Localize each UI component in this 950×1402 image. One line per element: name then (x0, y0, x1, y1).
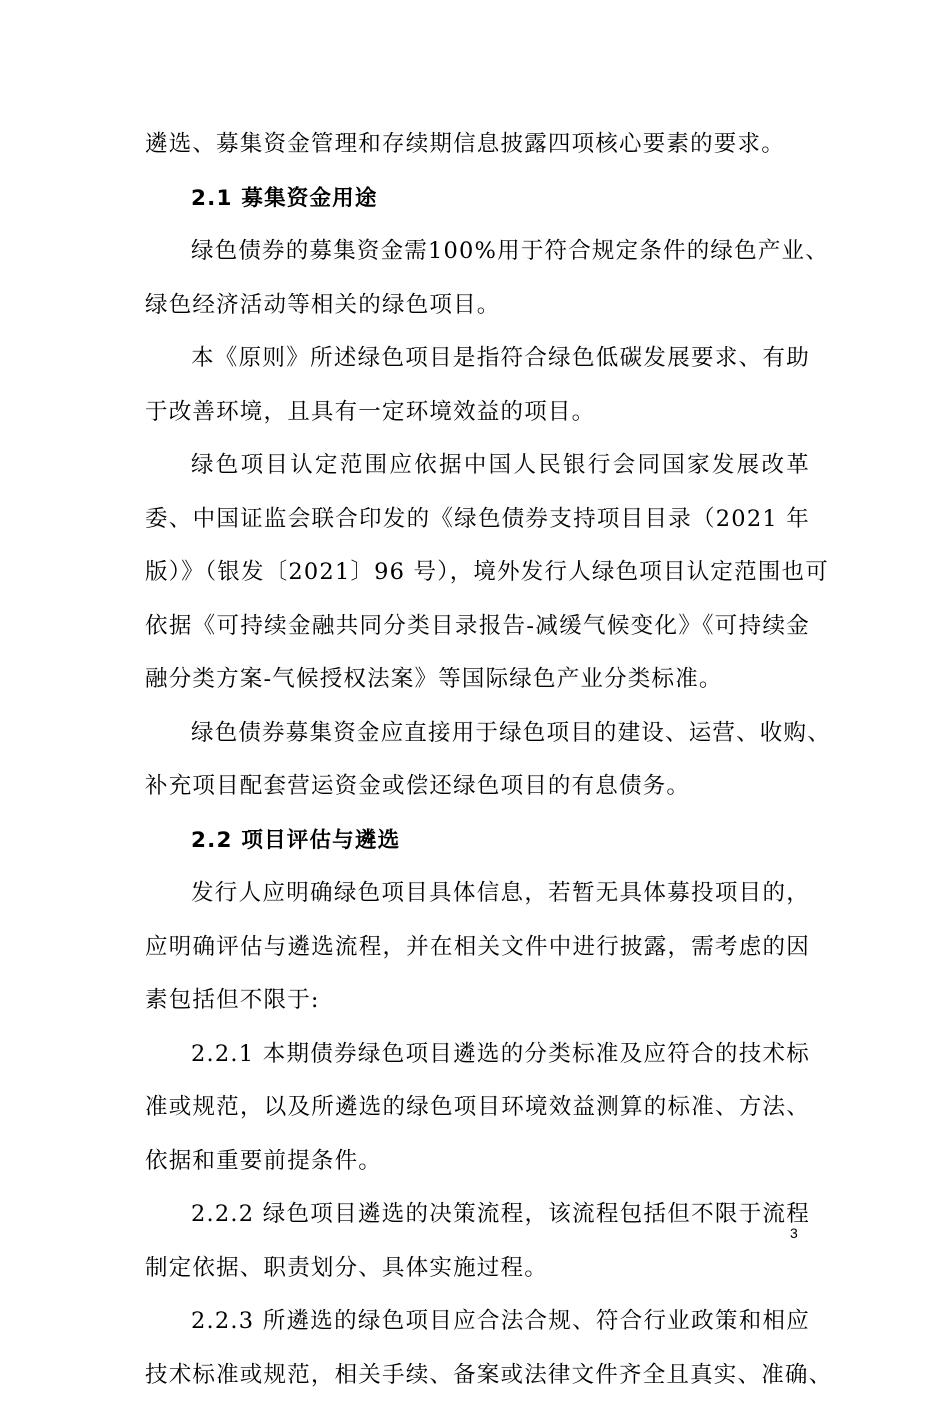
document-body (145, 118, 810, 1402)
text-line-6: 于改善环境，且具有一定环境效益的项目。 (145, 386, 810, 440)
section-heading-2-1: 2.1 募集资金用途 (145, 172, 810, 226)
text-line-17: 素包括但不限于: (145, 974, 810, 1028)
text-line-11: 融分类方案-气候授权法案》等国际绿色产业分类标准。 (145, 653, 810, 707)
text-line-5: 本《原则》所述绿色项目是指符合绿色低碳发展要求、有助 (145, 332, 810, 386)
text-line-20: 依据和重要前提条件。 (145, 1135, 810, 1189)
text-line-3: 绿色债券的募集资金需100%用于符合规定条件的绿色产业、 (145, 225, 810, 279)
text-line-24: 技术标准或规范，相关手续、备案或法律文件齐全且真实、准确、 (145, 1349, 810, 1402)
text-line-21: 2.2.2 绿色项目遴选的决策流程，该流程包括但不限于流程 (145, 1188, 810, 1242)
text-line-16: 应明确评估与遴选流程，并在相关文件中进行披露，需考虑的因 (145, 921, 810, 975)
text-line-4: 绿色经济活动等相关的绿色项目。 (145, 279, 810, 333)
text-line-1: 遴选、募集资金管理和存续期信息披露四项核心要素的要求。 (145, 118, 810, 172)
text-line-9: 版）》（银发〔2021〕96 号），境外发行人绿色项目认定范围也可 (145, 546, 810, 600)
text-line-22: 制定依据、职责划分、具体实施过程。 (145, 1242, 810, 1296)
text-line-18: 2.2.1 本期债券绿色项目遴选的分类标准及应符合的技术标 (145, 1028, 810, 1082)
page-number: 3 (790, 1224, 830, 1242)
text-line-15: 发行人应明确绿色项目具体信息，若暂无具体募投项目的， (145, 867, 810, 921)
text-line-7: 绿色项目认定范围应依据中国人民银行会同国家发展改革 (145, 439, 810, 493)
text-line-13: 补充项目配套营运资金或偿还绿色项目的有息债务。 (145, 760, 810, 814)
section-heading-2-2: 2.2 项目评估与遴选 (145, 814, 810, 868)
text-line-10: 依据《可持续金融共同分类目录报告-减缓气候变化》《可持续金 (145, 600, 810, 654)
text-line-23: 2.2.3 所遴选的绿色项目应合法合规、符合行业政策和相应 (145, 1295, 810, 1349)
text-line-12: 绿色债券募集资金应直接用于绿色项目的建设、运营、收购、 (145, 707, 810, 761)
text-line-19: 准或规范，以及所遴选的绿色项目环境效益测算的标准、方法、 (145, 1081, 810, 1135)
text-line-8: 委、中国证监会联合印发的《绿色债券支持项目目录（2021 年 (145, 493, 810, 547)
